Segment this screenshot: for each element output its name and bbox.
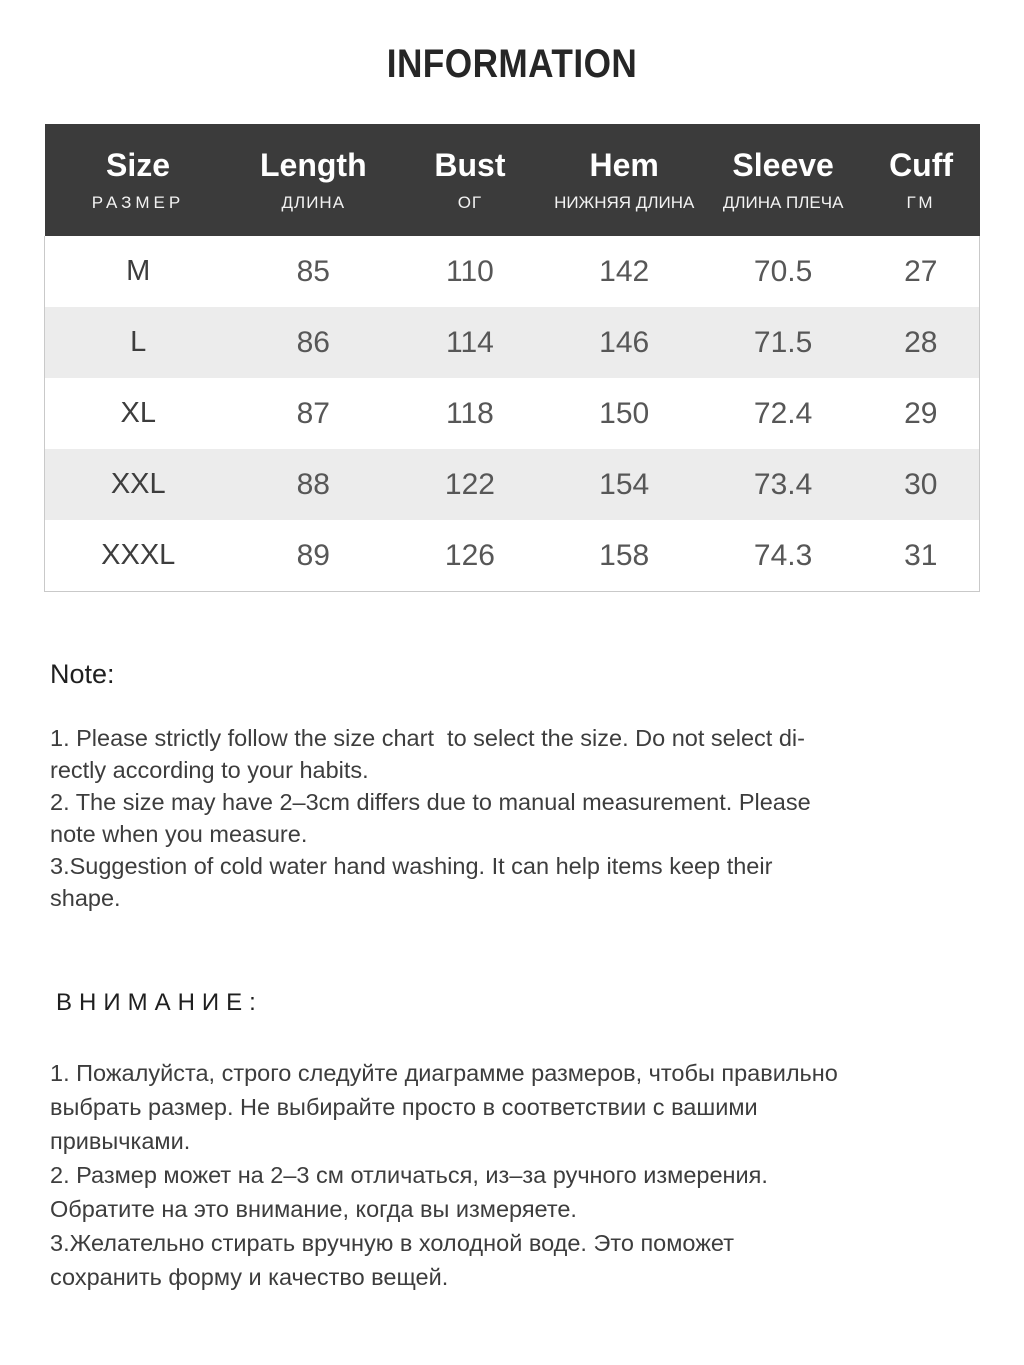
cell-hem: 142 xyxy=(599,254,650,288)
column-header-length xyxy=(232,124,396,236)
column-label-en: Size xyxy=(105,147,171,183)
notes-english xyxy=(50,656,984,914)
column-label-ru: ДЛИНА xyxy=(281,193,346,212)
note-line: Обратите на это внимание, когда вы измеряете. xyxy=(50,1196,577,1222)
cell-hem: 154 xyxy=(599,467,650,501)
note-line: 1. Please strictly follow the size chart to select the size. Do not select di- xyxy=(50,725,805,751)
notes-english-heading: Note: xyxy=(50,659,115,689)
header-row xyxy=(45,124,980,236)
page-title: INFORMATION xyxy=(386,42,638,86)
notes-russian-body xyxy=(50,1056,984,1294)
cell-sleeve: 70.5 xyxy=(753,254,813,288)
cell-length: 88 xyxy=(296,467,330,501)
table-row xyxy=(45,449,980,520)
cell-cuff: 30 xyxy=(904,467,938,501)
size-table-body xyxy=(45,236,980,592)
table-row xyxy=(45,378,980,449)
cell-length: 85 xyxy=(296,254,330,288)
cell-cuff: 29 xyxy=(904,396,938,430)
note-line: shape. xyxy=(50,885,121,911)
column-header-sleeve xyxy=(704,124,863,236)
note-line: 1. Пожалуйста, строго следуйте диаграмме размеров, чтобы правильно xyxy=(50,1060,838,1086)
cell-cuff: 31 xyxy=(904,538,938,572)
notes-russian xyxy=(50,988,984,1294)
column-header-hem xyxy=(545,124,704,236)
cell-sleeve: 71.5 xyxy=(753,325,813,359)
cell-size: XXXL xyxy=(101,539,176,571)
cell-sleeve: 73.4 xyxy=(753,467,813,501)
cell-size: M xyxy=(126,255,151,287)
note-line: 2. The size may have 2–3cm differs due to manual measurement. Please xyxy=(50,789,811,815)
column-header-cuff xyxy=(863,124,980,236)
column-label-ru: ДЛИНА ПЛЕЧА xyxy=(722,193,844,212)
note-line: rectly according to your habits. xyxy=(50,757,369,783)
note-line: 3.Suggestion of cold water hand washing. It can help items keep their xyxy=(50,853,773,879)
table-row xyxy=(45,307,980,378)
column-label-en: Length xyxy=(259,147,367,183)
cell-size: L xyxy=(130,326,147,358)
column-label-en: Sleeve xyxy=(732,147,834,183)
column-label-en: Hem xyxy=(589,147,659,183)
column-label-en: Bust xyxy=(434,147,506,183)
column-label-en: Cuff xyxy=(889,147,954,183)
column-label-ru: НИЖНЯЯ ДЛИНА xyxy=(554,193,695,212)
cell-size: XL xyxy=(120,397,156,429)
notes-english-body xyxy=(50,722,984,914)
notes-russian-heading: ВНИМАНИЕ: xyxy=(56,989,263,1016)
cell-sleeve: 72.4 xyxy=(753,396,813,430)
size-table-header xyxy=(45,124,980,236)
cell-hem: 158 xyxy=(599,538,650,572)
note-line: 3.Желательно стирать вручную в холодной воде. Это поможет xyxy=(50,1230,734,1256)
cell-bust: 114 xyxy=(446,325,494,359)
table-row xyxy=(45,236,980,307)
cell-cuff: 28 xyxy=(904,325,938,359)
cell-bust: 110 xyxy=(446,254,494,288)
cell-bust: 126 xyxy=(444,538,495,572)
column-label-ru: РАЗМЕР xyxy=(91,193,185,212)
table-row xyxy=(45,520,980,592)
note-line: 2. Размер может на 2–3 см отличаться, из–за ручного измерения. xyxy=(50,1162,768,1188)
cell-bust: 118 xyxy=(446,396,494,430)
note-line: сохранить форму и качество вещей. xyxy=(50,1264,449,1290)
column-header-size xyxy=(45,124,232,236)
note-line: выбрать размер. Не выбирайте просто в соответствии с вашими xyxy=(50,1094,758,1120)
cell-hem: 150 xyxy=(599,396,650,430)
column-header-bust xyxy=(395,124,545,236)
column-label-ru: ОГ xyxy=(457,193,483,212)
column-label-ru: ГМ xyxy=(906,193,936,212)
cell-length: 87 xyxy=(296,396,330,430)
cell-length: 86 xyxy=(296,325,330,359)
cell-cuff: 27 xyxy=(904,254,938,288)
cell-sleeve: 74.3 xyxy=(753,538,813,572)
note-line: note when you measure. xyxy=(50,821,308,847)
note-line: привычками. xyxy=(50,1128,191,1154)
size-table xyxy=(44,124,980,592)
cell-hem: 146 xyxy=(599,325,650,359)
cell-length: 89 xyxy=(296,538,330,572)
cell-size: XXL xyxy=(110,468,166,500)
cell-bust: 122 xyxy=(444,467,495,501)
